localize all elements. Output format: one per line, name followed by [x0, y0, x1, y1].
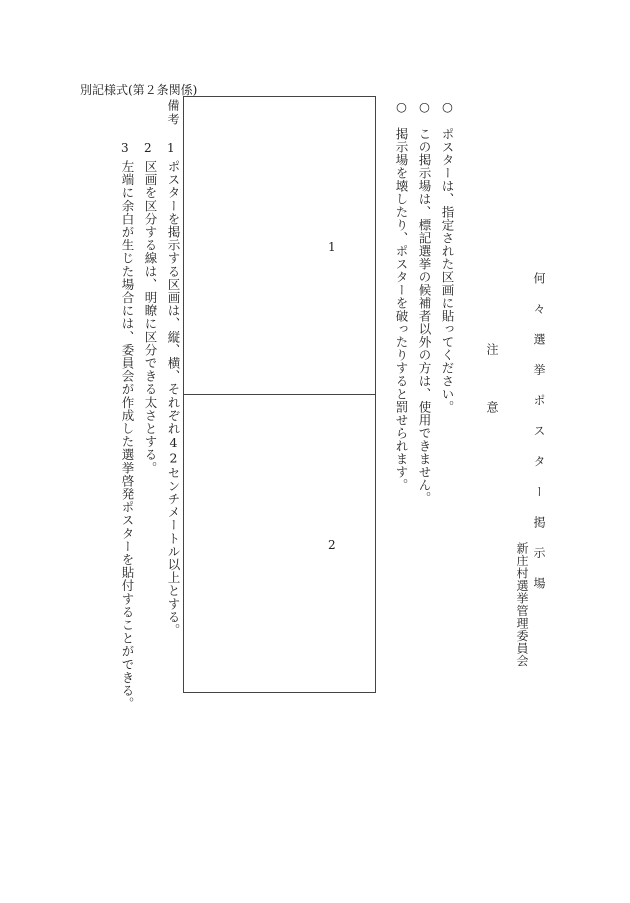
remarks-heading: 備考 [166, 99, 180, 127]
notice-item-1: ○ ポスターは、指定された区画に貼ってください。 [440, 99, 455, 414]
notice-heading: 注意 [485, 343, 499, 459]
section-number-1: 1 [328, 240, 336, 254]
remark-number-1: 1 [167, 141, 175, 155]
remark-number-3: 3 [121, 141, 129, 155]
section-divider [183, 394, 376, 395]
remark-item-1: ポスターを掲示する区画は、縦、横、それぞれ42センチメートル以上とする。 [166, 160, 181, 637]
section-number-2: 2 [328, 538, 336, 552]
notice-item-3: ○ 掲示場を壊したり、ポスターを破ったりすると罰せられます。 [394, 99, 409, 492]
board-title: 何々選挙ポスター掲示場 [532, 272, 546, 608]
form-heading: 別記様式(第２条関係) [80, 83, 198, 97]
notice-item-2: ○ この掲示場は、標記選挙の候補者以外の方は、使用できません。 [417, 99, 432, 505]
board-organization: 新庄村選挙管理委員会 [515, 542, 529, 667]
remark-item-3: 左端に余白が生じた場合には、委員会が作成した選挙啓発ポスターを貼付することができる。 [120, 160, 135, 711]
remark-number-2: 2 [144, 141, 152, 155]
remark-item-2: 区画を区分する線は、明瞭に区分できる太さとする。 [143, 160, 158, 475]
